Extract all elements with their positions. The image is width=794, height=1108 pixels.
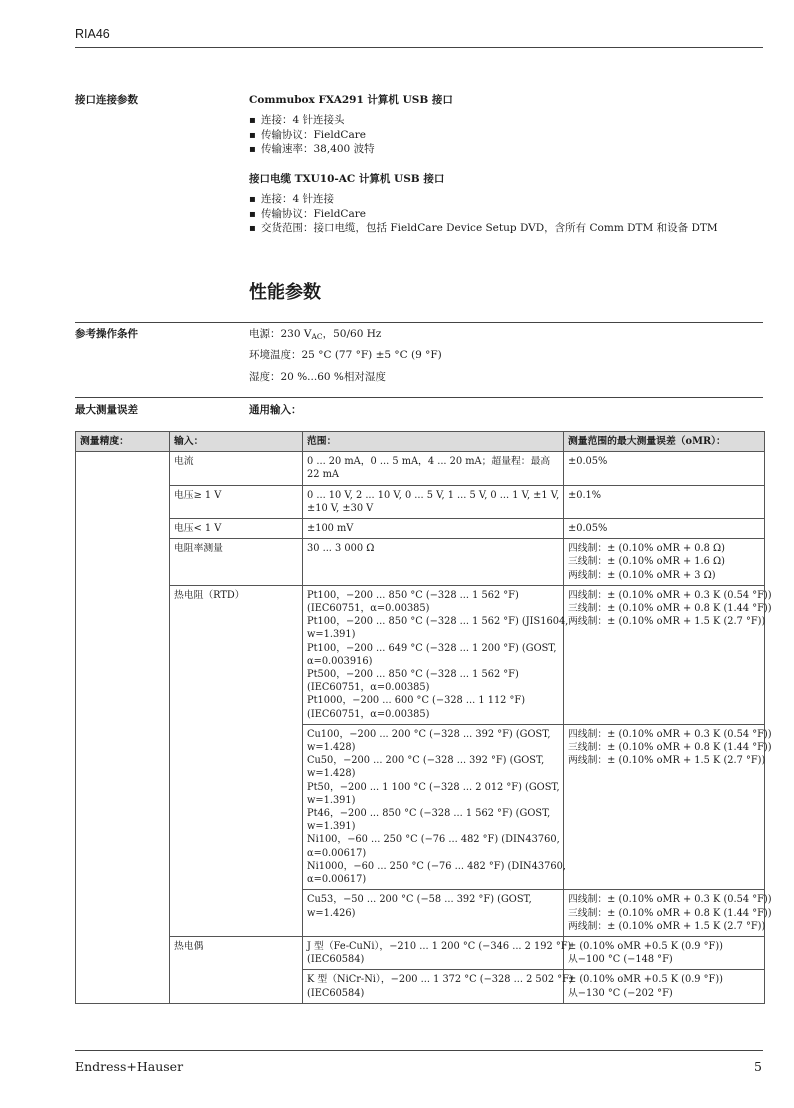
column-header: 范围： — [303, 432, 564, 452]
error-cell — [564, 970, 765, 1003]
cell-line: ± (0.10% oMR +0.5 K (0.9 °F)) — [568, 974, 723, 986]
usb-list — [249, 114, 375, 158]
brand-name: Endress+Hauser — [75, 1059, 184, 1074]
cell-line: 两线制：± (0.10% oMR + 1.5 K (2.7 °F)) — [568, 920, 766, 932]
cell-line: ± (0.10% oMR +0.5 K (0.9 °F)) — [568, 940, 723, 952]
range-cell — [303, 485, 564, 518]
column-header: 测量精度： — [76, 432, 170, 452]
cell-line: 从−130 °C (−202 °F) — [568, 987, 673, 999]
list-item: ▪ 连接：4 针连接 — [249, 193, 718, 208]
cell-line: (IEC60584) — [307, 987, 365, 999]
table-row — [76, 585, 765, 724]
list-item: ▪ 交货范围：接口电缆，包括 FieldCare Device Setup DVD，含所有 Comm DTM 和设备 DTM — [249, 222, 718, 237]
input-cell: 电阻率测量 — [170, 539, 303, 586]
list-item: ▪ 传输协议：FieldCare — [249, 129, 375, 144]
cell-line: 三线制：± (0.10% oMR + 0.8 K (1.44 °F)) — [568, 603, 772, 615]
input-cell: 电压≥ 1 V — [170, 485, 303, 518]
error-cell — [564, 519, 765, 539]
error-cell — [564, 936, 765, 969]
cell-line: w=1.428) — [307, 742, 356, 754]
error-cell — [564, 539, 765, 586]
table-header-row — [76, 432, 765, 452]
error-cell — [564, 724, 772, 889]
cell-line: Cu53，−50 ... 200 °C (−58 ... 392 °F) (GOST, — [307, 894, 532, 906]
cell-line: w=1.391) — [307, 794, 356, 806]
section-divider — [75, 322, 763, 323]
column-header: 测量范围的最大测量误差（oMR）： — [564, 432, 765, 452]
range-cell — [303, 724, 564, 889]
ambient-temperature: 环境温度：25 °C (77 °F) ±5 °C (9 °F) — [249, 349, 442, 361]
list-item: ▪ 连接：4 针连接头 — [249, 114, 375, 129]
cell-line: 四线制：± (0.10% oMR + 0.8 Ω) — [568, 543, 725, 555]
error-cell — [564, 485, 765, 518]
table-row — [76, 452, 765, 485]
cell-line: 两线制：± (0.10% oMR + 1.5 K (2.7 °F)) — [568, 755, 766, 767]
cell-line: 三线制：± (0.10% oMR + 0.8 K (1.44 °F)) — [568, 742, 772, 754]
humidity: 湿度：20 %...60 %相对湿度 — [249, 371, 386, 383]
cell-line: 30 ... 3 000 Ω — [307, 543, 375, 555]
interface-label: 接口连接参数 — [75, 94, 138, 106]
cell-line: (IEC60584) — [307, 954, 365, 966]
list-item: ▪ 传输协议：FieldCare — [249, 208, 718, 223]
cell-line: (IEC60751，α=0.00385) — [307, 682, 430, 694]
cell-line: 22 mA — [307, 469, 339, 481]
cell-line: 从−100 °C (−148 °F) — [568, 954, 673, 966]
cell-line: Pt500，−200 ... 850 °C (−328 ... 1 562 °F) — [307, 669, 519, 681]
max-error-label: 最大测量误差 — [75, 404, 138, 416]
cell-line: Pt1000，−200 ... 600 °C (−328 ... 1 112 °F) — [307, 695, 526, 707]
range-cell — [303, 585, 569, 724]
cell-line: w=1.391) — [307, 629, 356, 641]
cell-line: Ni1000，−60 ... 250 °C (−76 ... 482 °F) (DIN43760, — [307, 860, 566, 872]
cell-line: 两线制：± (0.10% oMR + 3 Ω) — [568, 569, 716, 581]
cell-line: 四线制：± (0.10% oMR + 0.3 K (0.54 °F)) — [568, 894, 772, 906]
column-header: 输入： — [170, 432, 303, 452]
cell-line: Ni100，−60 ... 250 °C (−76 ... 482 °F) (DIN43760, — [307, 834, 560, 846]
cell-line: w=1.426) — [307, 907, 356, 919]
cell-line: ±10 V, ±30 V — [307, 502, 374, 514]
cell-line: 四线制：± (0.10% oMR + 0.3 K (0.54 °F)) — [568, 728, 772, 740]
range-cell — [303, 936, 572, 969]
cell-line: α=0.00617) — [307, 847, 367, 859]
cell-line: (IEC60751，α=0.00385) — [307, 603, 430, 615]
range-cell — [303, 539, 564, 586]
cell-line: Cu50，−200 ... 200 °C (−328 ... 392 °F) (GOST, — [307, 755, 545, 767]
page-number: 5 — [754, 1059, 762, 1074]
error-cell — [564, 585, 772, 724]
table-row — [76, 485, 765, 518]
cell-line: 三线制：± (0.10% oMR + 0.8 K (1.44 °F)) — [568, 907, 772, 919]
cell-line: w=1.428) — [307, 768, 356, 780]
input-cell: 热电偶 — [170, 936, 303, 1003]
reference-label: 参考操作条件 — [75, 328, 138, 340]
footer-divider — [75, 1050, 763, 1051]
table-row — [76, 519, 765, 539]
cell-line: Pt100，−200 ... 649 °C (−328 ... 1 200 °F) (GOST, — [307, 642, 557, 654]
input-cell: 电压< 1 V — [170, 519, 303, 539]
cell-line: Pt100，−200 ... 850 °C (−328 ... 1 562 °F) (JIS1604, — [307, 616, 569, 628]
range-cell — [303, 452, 564, 485]
accuracy-cell — [76, 452, 170, 1004]
table-row — [76, 936, 765, 969]
cell-line: Pt50，−200 ... 1 100 °C (−328 ... 2 012 °F) (GOST, — [307, 781, 560, 793]
cell-line: K 型（NiCr-Ni），−200 ... 1 372 °C (−328 ... 2 502 °F) — [307, 974, 573, 986]
cell-line: 三线制：± (0.10% oMR + 1.6 Ω) — [568, 556, 725, 568]
cell-line: Cu100，−200 ... 200 °C (−328 ... 392 °F) (GOST, — [307, 728, 551, 740]
section-title: 性能参数 — [249, 282, 321, 303]
input-cell: 电流 — [170, 452, 303, 485]
cell-line: 0 ... 10 V, 2 ... 10 V, 0 ... 5 V, 1 ... 5 V, 0 ... 1 V, ±1 V, — [307, 489, 560, 501]
document-title: RIA46 — [75, 27, 110, 41]
cell-line: α=0.00617) — [307, 874, 367, 886]
cable-heading: 接口电缆 TXU10-AC 计算机 USB 接口 — [249, 173, 445, 185]
input-cell: 热电阻（RTD） — [170, 585, 303, 936]
accuracy-table — [75, 431, 772, 1004]
cell-line: ±100 mV — [307, 523, 354, 535]
divider — [75, 397, 763, 398]
cell-line: ±0.1% — [568, 489, 602, 501]
range-cell — [303, 970, 573, 1003]
error-cell — [564, 452, 765, 485]
cell-line: (IEC60751，α=0.00385) — [307, 708, 430, 720]
cell-line: Pt46，−200 ... 850 °C (−328 ... 1 562 °F) (GOST, — [307, 808, 551, 820]
power-supply: 电源：230 $V_{AC}$，50/60 Hz — [249, 328, 382, 341]
usb-heading: Commubox FXA291 计算机 USB 接口 — [249, 94, 453, 106]
general-input-label: 通用输入： — [249, 404, 302, 416]
range-cell — [303, 519, 564, 539]
cell-line: 0 ... 20 mA，0 ... 5 mA，4 ... 20 mA；超量程：最高 — [307, 456, 551, 468]
cell-line: 两线制：± (0.10% oMR + 1.5 K (2.7 °F)) — [568, 616, 766, 628]
cable-list — [249, 193, 718, 237]
range-cell — [303, 890, 564, 937]
cell-line: ±0.05% — [568, 456, 608, 468]
cell-line: α=0.003916) — [307, 655, 373, 667]
header-divider — [75, 47, 763, 48]
cell-line: w=1.391) — [307, 821, 356, 833]
cell-line: ±0.05% — [568, 523, 608, 535]
list-item: ▪ 传输速率：38,400 波特 — [249, 143, 375, 158]
cell-line: J 型（Fe-CuNi），−210 ... 1 200 °C (−346 ... 2 192 °F) — [307, 940, 572, 952]
cell-line: Pt100，−200 ... 850 °C (−328 ... 1 562 °F) — [307, 589, 519, 601]
cell-line: 四线制：± (0.10% oMR + 0.3 K (0.54 °F)) — [568, 589, 772, 601]
error-cell — [564, 890, 772, 937]
table-row — [76, 539, 765, 586]
